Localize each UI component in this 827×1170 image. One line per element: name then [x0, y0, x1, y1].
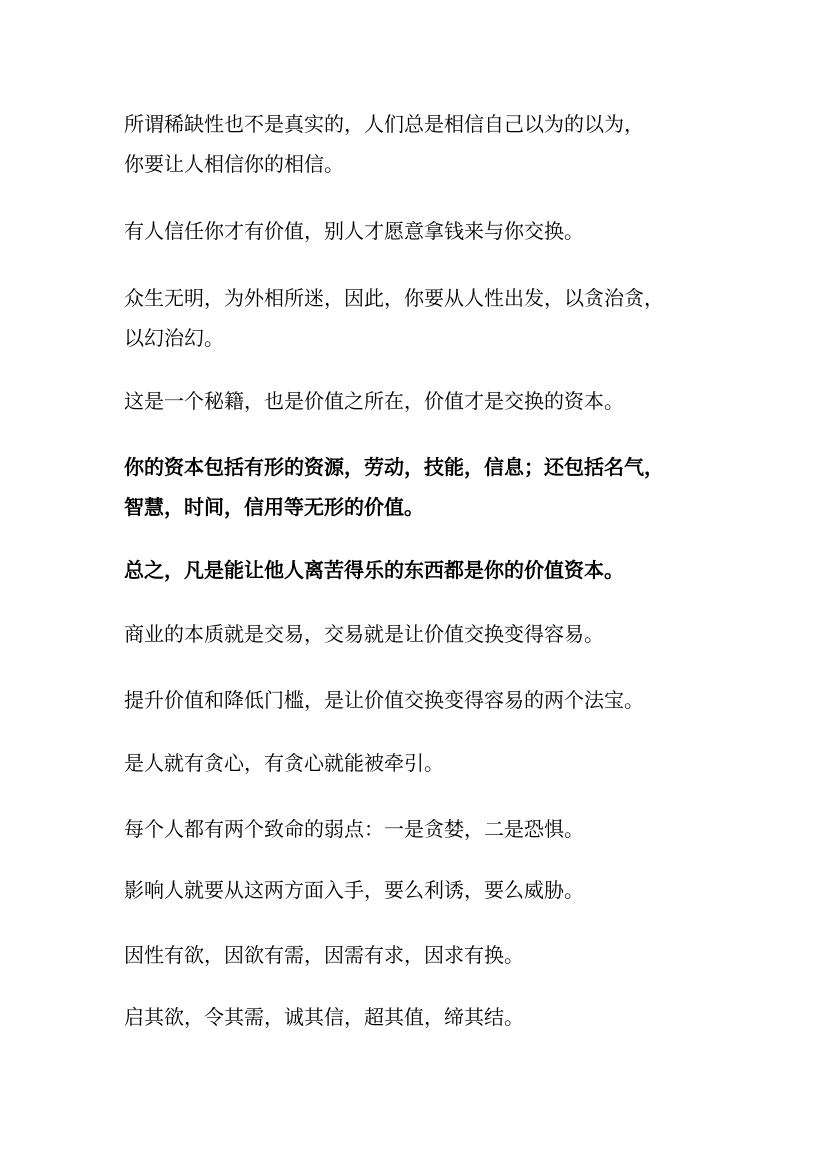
- paragraph-line: 启其欲，令其需，诚其信，超其值，缔其结。: [124, 1005, 524, 1029]
- paragraph-weaknesses: [124, 809, 724, 849]
- paragraph-line: 因性有欲，因欲有需，因需有求，因求有换。: [124, 943, 524, 967]
- paragraph-desire-chain: [124, 935, 724, 975]
- paragraph-line: 提升价值和降低门槛，是让价值交换变得容易的两个法宝。: [124, 688, 644, 712]
- paragraph-line: 你的资本包括有形的资源，劳动，技能，信息；还包括名气，: [124, 455, 664, 479]
- paragraph-line: 总之，凡是能让他人离苦得乐的东西都是你的价值资本。: [124, 558, 624, 582]
- paragraph-line: 所谓稀缺性也不是真实的，人们总是相信自己以为的以为，: [124, 112, 644, 136]
- paragraph-capital: [124, 447, 724, 527]
- paragraph-secret: [124, 381, 724, 421]
- paragraph-summary: [124, 550, 724, 590]
- paragraph-line: 每个人都有两个致命的弱点：一是贪婪，二是恐惧。: [124, 817, 584, 841]
- paragraph-line: 你要让人相信你的相信。: [124, 152, 344, 176]
- paragraph-greed: [124, 743, 724, 783]
- paragraph-line: 以幻治幻。: [124, 326, 224, 350]
- paragraph-line: 这是一个秘籍，也是价值之所在，价值才是交换的资本。: [124, 389, 624, 413]
- paragraph-influence: [124, 870, 724, 910]
- paragraph-business-essence: [124, 614, 724, 654]
- paragraph-line: 有人信任你才有价值，别人才愿意拿钱来与你交换。: [124, 219, 584, 243]
- paragraph-trust: [124, 211, 724, 251]
- paragraph-scarcity: [124, 104, 724, 184]
- paragraph-line: 智慧，时间，信用等无形的价值。: [124, 495, 424, 519]
- paragraph-line: 众生无明，为外相所迷，因此，你要从人性出发，以贪治贪，: [124, 286, 664, 310]
- paragraph-line: 是人就有贪心，有贪心就能被牵引。: [124, 751, 444, 775]
- paragraph-human-nature: [124, 278, 724, 358]
- paragraph-formula: [124, 997, 724, 1037]
- paragraph-line: 影响人就要从这两方面入手，要么利诱，要么威胁。: [124, 878, 584, 902]
- paragraph-line: 商业的本质就是交易，交易就是让价值交换变得容易。: [124, 622, 604, 646]
- paragraph-two-treasures: [124, 680, 724, 720]
